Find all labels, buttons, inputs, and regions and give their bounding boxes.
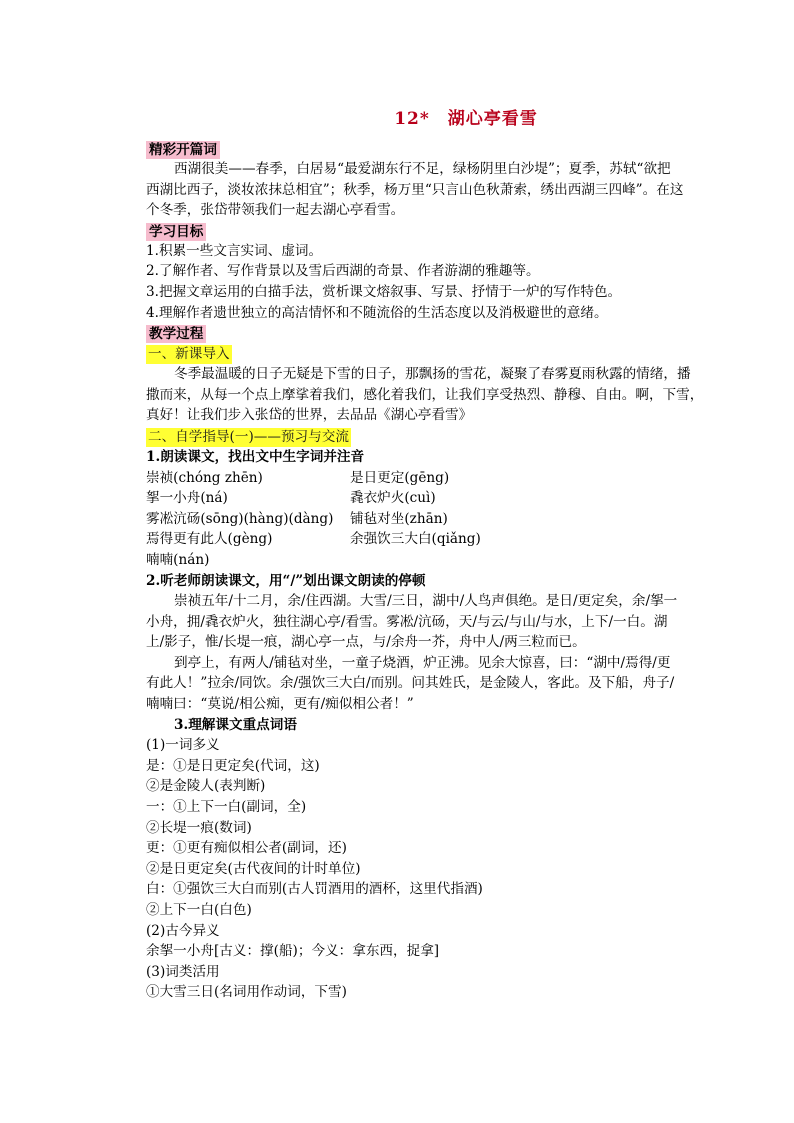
text-line: 崇祯五年/十二月，余/住西湖。大雪/三日，湖中/人鸟声俱绝。是日/更定矣，余/挐一 bbox=[174, 593, 678, 610]
note-line: 是：①是日更定矣(代词，这) bbox=[146, 757, 320, 774]
text-line: 上/影子，惟/长堤一痕，湖心亭一点，与/余舟一芥，舟中人/两三粒而已。 bbox=[146, 634, 586, 651]
note-line: (3)词类活用 bbox=[146, 963, 220, 980]
note-line: 白：①强饮三大白而别(古人罚酒用的酒杯，这里代指酒) bbox=[146, 881, 483, 898]
process-heading: 教学过程 bbox=[146, 325, 206, 343]
intro-heading: 精彩开篇词 bbox=[146, 141, 220, 159]
goals-section bbox=[146, 221, 676, 323]
part1-heading: 一、新课导入 bbox=[148, 346, 230, 363]
note-line: (2)古今异义 bbox=[146, 922, 220, 939]
note-line: ②长堤一痕(数词) bbox=[146, 819, 252, 836]
vocab-item: 毳衣炉火(cuì) bbox=[350, 490, 436, 507]
step2-title: 2.听老师朗读课文，用“/”划出课文朗读的停顿 bbox=[146, 572, 426, 589]
note-line: 余挐一小舟[古义：撑(船)；今义：拿东西，捉拿] bbox=[146, 943, 440, 960]
intro-line: 个冬季，张岱带领我们一起去湖心亭看雪。 bbox=[146, 202, 405, 219]
part2-heading: 二、自学指导(一)——预习与交流 bbox=[148, 428, 349, 445]
note-line: ②上下一白(白色) bbox=[146, 902, 252, 918]
part1-line: 冬季最温暖的日子无疑是下雪的日子，那飘扬的雪花，凝聚了春雾夏雨秋露的情绪，播 bbox=[174, 366, 691, 383]
vocab-item: 是日更定(gēng) bbox=[350, 469, 450, 486]
vocab-item: 焉得更有此人(gèng) bbox=[146, 531, 273, 548]
vocab-item: 崇祯(chóng zhēn) bbox=[146, 469, 263, 486]
note-line: ②是日更定矣(古代夜间的计时单位) bbox=[146, 860, 361, 877]
note-line: 一：①上下一白(副词，全) bbox=[146, 799, 307, 816]
goal-item: 4.理解作者遗世独立的高洁情怀和不随流俗的生活态度以及消极避世的意绪。 bbox=[146, 304, 608, 321]
vocab-row bbox=[146, 488, 676, 509]
part1-line: 撒而来，从每一个点上摩挲着我们，感化着我们，让我们享受热烈、静穆、自由。啊，下雪， bbox=[146, 386, 704, 403]
goal-item: 2.了解作者、写作背景以及雪后西湖的奇景、作者游湖的雅趣等。 bbox=[146, 263, 540, 280]
vocab-row bbox=[146, 468, 676, 489]
vocab-item: 余强饮三大白(qiǎng) bbox=[350, 531, 481, 548]
intro-line: 西湖比西子，淡妆浓抹总相宜”；秋季，杨万里“只言山色秋萧索，绣出西湖三四峰”。在这 bbox=[146, 181, 684, 198]
process-section bbox=[146, 323, 704, 1003]
text-line: 有此人！”拉余/同饮。余/强饮三大白/而别。问其姓氏，是金陵人，客此。及下船，舟子/ bbox=[146, 675, 675, 692]
goals-heading: 学习目标 bbox=[146, 223, 206, 241]
intro-line: 西湖很美——春季，白居易“最爱湖东行不足，绿杨阴里白沙堤”；夏季，苏轼“欲把 bbox=[174, 161, 671, 177]
step1-title: 1.朗读课文，找出文中生字词并注音 bbox=[146, 448, 365, 465]
note-line: ②是金陵人(表判断) bbox=[146, 778, 266, 795]
vocab-item: 喃喃(nán) bbox=[146, 551, 210, 568]
vocab-item: 铺毡对坐(zhān) bbox=[350, 510, 448, 527]
document-page bbox=[146, 104, 704, 1003]
intro-section bbox=[146, 139, 684, 221]
page-title: 12* 湖心亭看雪 bbox=[394, 109, 538, 129]
note-line: ①大雪三日(名词用作动词，下雪) bbox=[146, 984, 347, 1001]
vocab-item: 雾凇沆砀(sōng)(hàng)(dàng) bbox=[146, 510, 334, 527]
text-line: 喃喃曰：“莫说/相公痴，更有/痴似相公者！” bbox=[146, 696, 414, 713]
text-line: 小舟，拥/毳衣炉火，独往湖心亭/看雪。雾凇/沆砀，天/与云/与山/与水，上下/一白。湖 bbox=[146, 613, 668, 630]
vocab-row bbox=[146, 529, 676, 550]
note-line: 更：①更有痴似相公者(副词，还) bbox=[146, 840, 347, 857]
text-line: 到亭上，有两人/铺毡对坐，一童子烧酒，炉正沸。见余大惊喜，曰：“湖中/焉得/更 bbox=[174, 654, 671, 671]
goal-item: 1.积累一些文言实词、虚词。 bbox=[146, 242, 323, 259]
note-line: (1)一词多义 bbox=[146, 737, 220, 754]
vocab-item: 挐一小舟(ná) bbox=[146, 490, 228, 507]
vocab-row bbox=[146, 509, 676, 530]
goal-item: 3.把握文章运用的白描手法，赏析课文熔叙事、写景、抒情于一炉的写作特色。 bbox=[146, 283, 622, 300]
part1-line: 真好！让我们步入张岱的世界，去品品《湖心亭看雪》 bbox=[146, 407, 473, 424]
step3-title: 3.理解课文重点词语 bbox=[174, 716, 297, 733]
